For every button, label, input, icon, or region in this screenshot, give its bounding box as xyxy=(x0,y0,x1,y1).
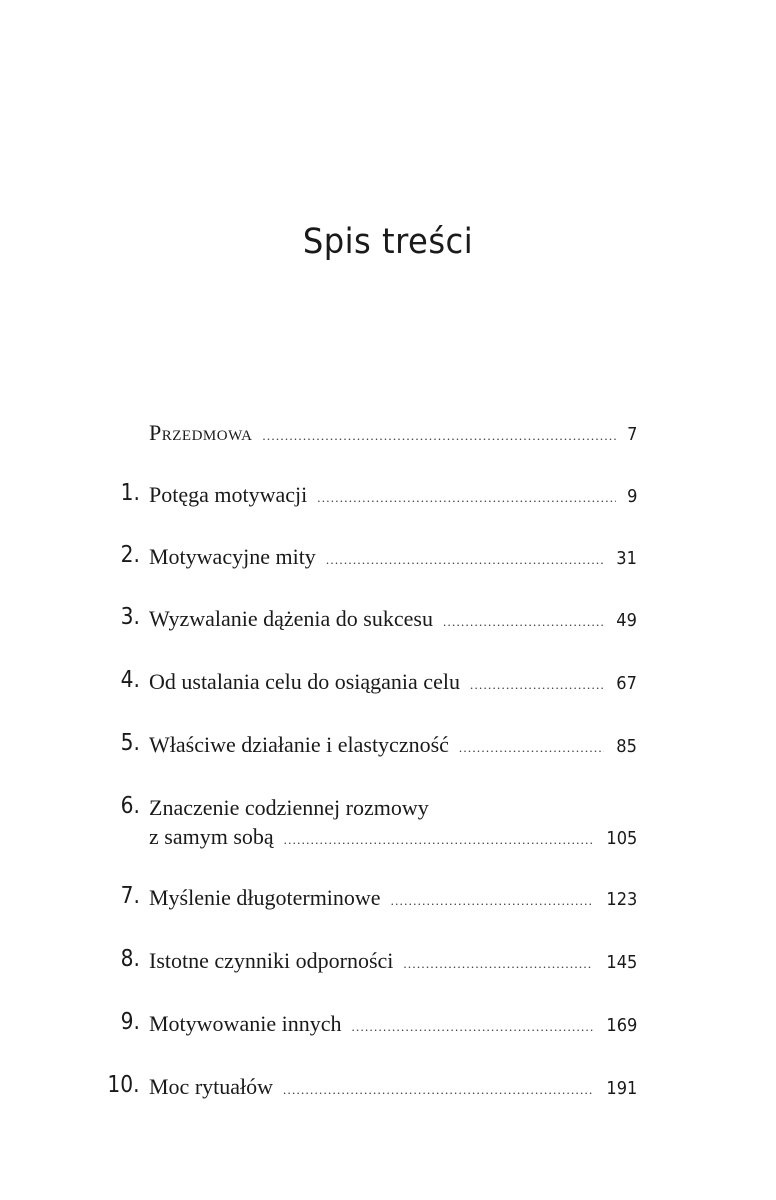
toc-page-number: 191 xyxy=(606,1078,637,1099)
toc-line xyxy=(149,947,637,978)
dot-leader xyxy=(284,826,593,854)
toc-page-number: 67 xyxy=(616,673,637,694)
dot-leader xyxy=(262,422,615,450)
toc-entry-title: Właściwe działanie i elastyczność xyxy=(149,732,449,757)
page-title: Spis treści xyxy=(302,222,474,262)
chapter-number: 7. xyxy=(120,883,140,909)
dot-leader xyxy=(443,608,604,636)
toc-line xyxy=(149,731,637,762)
toc-entry-title: Myślenie długoterminowe xyxy=(149,885,381,910)
toc-line xyxy=(149,605,637,636)
toc-entry-title: Wyzwalanie dążenia do sukcesu xyxy=(149,606,433,631)
toc-page-number: 105 xyxy=(606,828,637,849)
toc-line xyxy=(149,823,637,854)
toc-entry-title: Motywacyjne mity xyxy=(149,544,316,569)
toc-line xyxy=(149,543,637,574)
toc-entry-title: Przedmowa xyxy=(149,420,253,445)
toc-page-number: 49 xyxy=(616,610,637,631)
dot-leader xyxy=(351,1013,592,1041)
toc-line xyxy=(149,1073,637,1104)
chapter-number: 2. xyxy=(120,542,140,568)
toc-page-number: 9 xyxy=(626,486,637,507)
toc-page-number: 145 xyxy=(606,952,637,973)
chapter-number: 1. xyxy=(120,480,140,506)
toc-line xyxy=(149,884,637,915)
toc-entry-title: Od ustalania celu do osiągania celu xyxy=(149,669,460,694)
dot-leader xyxy=(391,887,593,915)
toc-line xyxy=(149,481,637,512)
toc-entry-title: Motywowanie innych xyxy=(149,1011,342,1036)
toc-entry-title: Potęga motywacji xyxy=(149,482,308,507)
toc-entry-title-line2: z samym sobą xyxy=(149,824,274,849)
toc-entry-title: Istotne czynniki odporności xyxy=(149,948,394,973)
toc-page-number: 7 xyxy=(626,424,637,445)
toc-entry-title: Moc rytuałów xyxy=(149,1074,274,1099)
toc-line xyxy=(149,1010,637,1041)
toc-line xyxy=(149,419,637,450)
chapter-number: 4. xyxy=(120,667,140,693)
chapter-number: 8. xyxy=(120,946,140,972)
toc-page-number: 85 xyxy=(616,736,637,757)
toc-page-number: 31 xyxy=(616,548,637,569)
dot-leader xyxy=(283,1076,593,1104)
dot-leader xyxy=(317,484,615,512)
chapter-number: 10. xyxy=(107,1072,140,1098)
toc-page-number: 123 xyxy=(606,889,637,910)
toc-entry-title-line1: Znaczenie codziennej rozmowy xyxy=(149,795,429,820)
dot-leader xyxy=(403,950,592,978)
chapter-number: 6. xyxy=(120,793,140,819)
dot-leader xyxy=(326,546,604,574)
dot-leader xyxy=(470,671,604,699)
chapter-number: 5. xyxy=(120,730,140,756)
toc-page-number: 169 xyxy=(606,1015,637,1036)
dot-leader xyxy=(459,734,604,762)
chapter-number: 3. xyxy=(120,604,140,630)
toc-line xyxy=(149,668,637,699)
chapter-number: 9. xyxy=(120,1009,140,1035)
